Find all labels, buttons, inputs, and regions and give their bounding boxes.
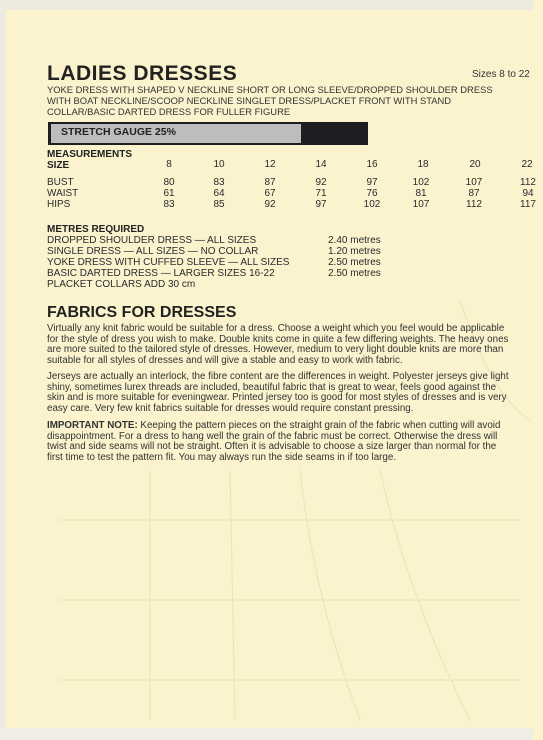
table-cell: 92 [264, 199, 276, 210]
fabrics-paragraph-2 [47, 372, 509, 414]
table-cell: 97 [366, 177, 378, 188]
size-header-16: 16 [366, 159, 378, 170]
description-line: WITH BOAT NECKLINE/SCOOP NECKLINE SINGLET DRESS/PLACKET FRONT WITH STAND [47, 95, 452, 106]
size-header-20: 20 [469, 159, 481, 170]
scan-border-left [0, 0, 6, 740]
row-label-waist: WAIST [47, 188, 79, 199]
metres-item: DROPPED SHOULDER DRESS — ALL SIZES [47, 235, 257, 246]
metres-item: BASIC DARTED DRESS — LARGER SIZES 16-22 [47, 268, 275, 279]
size-header-14: 14 [315, 159, 327, 170]
size-header-22: 22 [521, 159, 533, 170]
table-cell: 107 [465, 177, 483, 188]
description-line: YOKE DRESS WITH SHAPED V NECKLINE SHORT OR LONG SLEEVE/DROPPED SHOULDER DRESS [47, 84, 493, 95]
table-cell: 107 [412, 199, 430, 210]
metres-value: 2.50 metres [328, 268, 381, 279]
important-note-label: IMPORTANT NOTE: [47, 420, 138, 431]
paragraph-line: first time to test the pattern fit. You may always run the side seams in if too large. [47, 451, 397, 463]
page-title: LADIES DRESSES [47, 62, 238, 85]
size-header-18: 18 [417, 159, 429, 170]
metres-required-heading: METRES REQUIRED [47, 224, 145, 235]
table-cell: 102 [363, 199, 381, 210]
fabrics-paragraph-3 [47, 421, 500, 463]
row-label-bust: BUST [47, 177, 74, 188]
paragraph-line: shiny, sometimes lurex threads are included, beautiful fabric that is great to wear, feels good against the [47, 381, 497, 393]
table-cell: 97 [315, 199, 327, 210]
paragraph-line: disappointment. For a dress to hang well the grain of the fabric must be correct. Otherwise the dress will [47, 430, 498, 442]
metres-value: 1.20 metres [328, 246, 381, 257]
important-note-text: Keeping the pattern pieces on the straight grain of the fabric when cutting will avoid [137, 420, 501, 431]
sizes-range: Sizes 8 to 22 [472, 69, 530, 80]
table-cell: 83 [213, 177, 225, 188]
table-cell: 94 [522, 188, 534, 199]
scan-border-top [0, 0, 533, 10]
paragraph-line: Jerseys are actually an interlock, the fibre content are the differences in weight. Polyester jerseys give light [47, 371, 509, 382]
table-cell: 117 [520, 199, 536, 210]
paragraph-line: twist and side seams will not be straight. Often it is advisable to choose a size larger than normal for the [47, 441, 497, 452]
table-cell: 61 [163, 188, 175, 199]
description [47, 84, 493, 117]
paragraph-line: easy care. Very few knit fabrics suitable for dresses would require constant pressing. [47, 402, 414, 414]
measurements-label: MEASUREMENTS [47, 149, 133, 160]
stretch-gauge-bar [48, 122, 368, 145]
paragraph-line: Virtually any knit fabric would be suitable for a dress. Choose a weight which you feel would be applicable [47, 323, 505, 334]
measurements-heading [47, 149, 132, 171]
paragraph-line: are more suited to the tailored style of dresses. However, medium to very light double knits are more than [47, 344, 504, 355]
table-cell: 83 [163, 199, 175, 210]
paragraph-line: for the style of dress you wish to make. Double knits come in quite a few differing weights. The heavy ones [47, 333, 509, 345]
table-cell: 85 [213, 199, 225, 210]
metres-item: SINGLE DRESS — ALL SIZES — NO COLLAR [47, 246, 259, 257]
table-cell: 92 [315, 177, 327, 188]
table-cell: 64 [213, 188, 225, 199]
size-header-10: 10 [213, 159, 225, 170]
table-cell: 71 [315, 188, 327, 199]
row-label-hips: HIPS [47, 199, 71, 210]
size-header-8: 8 [166, 159, 172, 170]
size-label: SIZE [47, 160, 70, 171]
scan-border-bottom [0, 728, 533, 740]
description-line: COLLAR/BASIC DARTED DRESS FOR FULLER FIGURE [47, 106, 291, 117]
size-header-12: 12 [264, 159, 276, 170]
fabrics-heading: FABRICS FOR DRESSES [47, 304, 237, 321]
metres-value: 2.40 metres [328, 235, 381, 246]
table-cell: 87 [468, 188, 480, 199]
table-cell: 102 [412, 177, 430, 188]
table-cell: 112 [466, 199, 482, 210]
table-cell: 112 [520, 177, 536, 188]
metres-item: PLACKET COLLARS ADD 30 cm [47, 279, 196, 290]
table-cell: 81 [415, 188, 427, 199]
metres-item: YOKE DRESS WITH CUFFED SLEEVE — ALL SIZES [47, 257, 290, 268]
table-cell: 87 [264, 177, 276, 188]
table-cell: 80 [163, 177, 175, 188]
fabrics-paragraph-1 [47, 324, 508, 366]
stretch-gauge-label: STRETCH GAUGE 25% [61, 126, 176, 138]
paragraph-line: skin and is more suitable for eveningwear. Printed jersey too is good for most styles of dresses and is very [47, 392, 507, 403]
table-cell: 67 [264, 188, 276, 199]
metres-value: 2.50 metres [328, 257, 381, 268]
table-cell: 76 [366, 188, 378, 199]
paragraph-line-first [47, 421, 500, 432]
paragraph-line: suitable for all styles of dresses and will give a stable and easy to work with fabric. [47, 354, 403, 366]
